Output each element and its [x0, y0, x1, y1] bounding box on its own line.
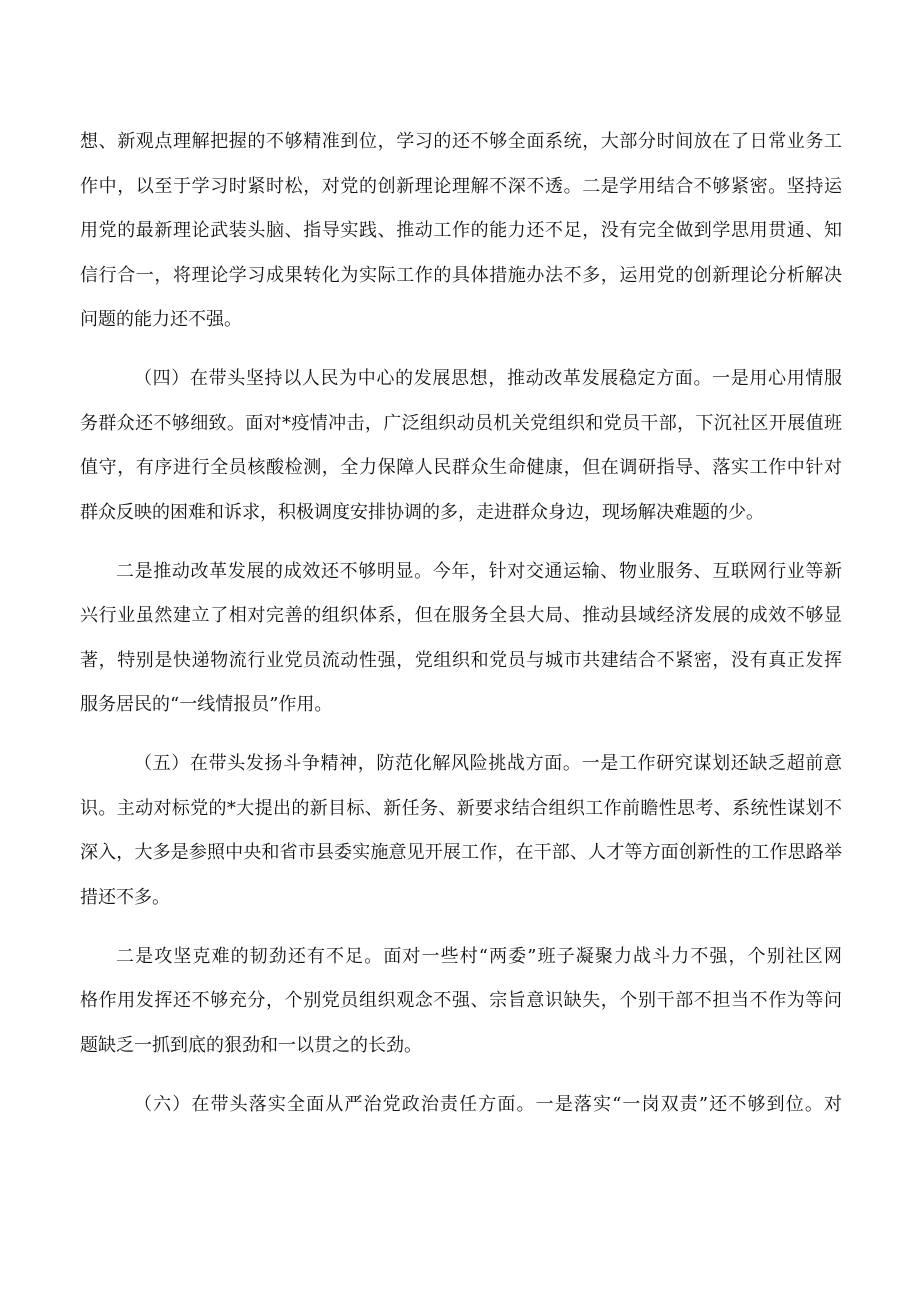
section-heading-line: （六）在带头落实全面从严治党政治责任方面。一是落实“一岗双责”还不够到位。对 [134, 1094, 842, 1115]
paragraph-start-line: 二是推动改革发展的成效还不够明显。今年，针对交通运输、物业服务、互联网行业等新 [116, 561, 842, 582]
text-line: 题缺乏一抓到底的狠劲和一以贯之的长劲。 [80, 1035, 422, 1056]
text-line: 措还不多。 [80, 887, 170, 908]
text-line: 兴行业虽然建立了相对完善的组织体系，但在服务全县大局、推动县域经济发展的成效不够显 [80, 605, 842, 626]
text-line: 格作用发挥还不够充分，个别党员组织观念不强、宗旨意识缺失，个别干部不担当不作为等问 [80, 990, 842, 1011]
text-line: 服务居民的“一线情报员”作用。 [80, 694, 333, 715]
text-line: 值守，有序进行全员核酸检测，全力保障人民群众生命健康，但在调研指导、落实工作中针对 [80, 457, 842, 478]
text-line: 用党的最新理论武装头脑、指导实践、推动工作的能力还不足，没有完全做到学思用贯通、知 [80, 220, 842, 241]
text-line: 群众反映的困难和诉求，积极调度安排协调的多，走进群众身边，现场解决难题的少。 [80, 502, 764, 523]
section-heading-line: （四）在带头坚持以人民为中心的发展思想，推动改革发展稳定方面。一是用心用情服 [134, 368, 842, 389]
text-line: 著，特别是快递物流行业党员流动性强，党组织和党员与城市共建结合不紧密，没有真正发挥 [80, 650, 842, 671]
text-line: 问题的能力还不强。 [80, 309, 242, 330]
text-line: 识。主动对标党的*大提出的新目标、新任务、新要求结合组织工作前瞻性思考、系统性谋划不 [80, 798, 842, 819]
text-line: 务群众还不够细致。面对*疫情冲击，广泛组织动员机关党组织和党员干部，下沉社区开展值班 [80, 413, 842, 434]
paragraph-start-line: 二是攻坚克难的韧劲还有不足。面对一些村“两委”班子凝聚力战斗力不强，个别社区网 [116, 946, 842, 967]
text-line: 信行合一，将理论学习成果转化为实际工作的具体措施办法不多，运用党的创新理论分析解决 [80, 265, 842, 286]
text-line: 深入，大多是参照中央和省市县委实施意见开展工作，在干部、人才等方面创新性的工作思路举 [80, 842, 842, 863]
text-line: 想、新观点理解把握的不够精准到位，学习的还不够全面系统，大部分时间放在了日常业务工 [80, 131, 842, 152]
text-line: 作中，以至于学习时紧时松，对党的创新理论理解不深不透。二是学用结合不够紧密。坚持运 [80, 176, 842, 197]
section-heading-line: （五）在带头发扬斗争精神，防范化解风险挑战方面。一是工作研究谋划还缺乏超前意 [134, 753, 842, 774]
